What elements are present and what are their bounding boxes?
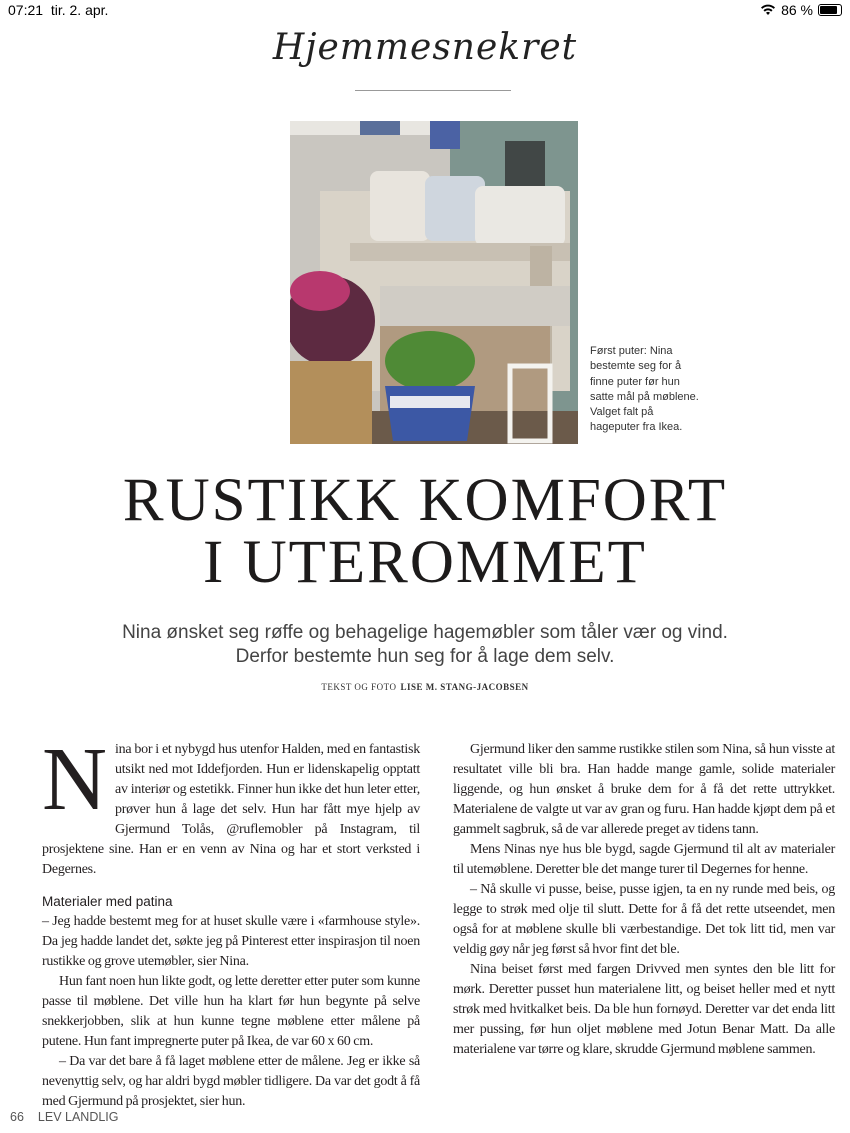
- photo-caption: Først puter: Nina bestemte seg for å finne puter før hun satte mål på møblene. Valget falt på hageputer fra Ikea.: [590, 345, 699, 434]
- body-paragraph: Gjermund liker den samme rustikke stilen som Nina, så hun visste at resultatet ville bli bra. Han hadde mange gamle, solide materialer liggende, og hun ønsket å bruke dem for å få det rette uttrykket. Materialene de valgte ut var av gran og furu. Han hadde kjøpt dem på et gammelt sagbruk, så de var allerede preget av tidens tann.: [453, 742, 835, 837]
- intro-paragraph: Nina bor i et nybygd hus utenfor Halden, med en fantastisk utsikt ned mot Iddefjorden. Hun er lidenskapelig opptatt av interiør og estetikk. Finner hun ikke det hun leter etter, prøver hun å lage det selv. Hun har fått mye hjelp av Gjermund Tolås, @ruflemobler på Instagram, til prosjektene sine. Han er en venn av Nina og har et stort verksted i Degernes.: [42, 730, 420, 877]
- battery-percent: 86 %: [781, 2, 813, 18]
- body-column-left: [42, 730, 420, 1112]
- body-column-right: [453, 740, 835, 1060]
- byline: TEKST OG FOTO LISE M. STANG-JACOBSEN: [321, 682, 529, 692]
- battery-icon: [818, 4, 842, 16]
- author-name: LISE M. STANG-JACOBSEN: [400, 682, 529, 692]
- magazine-name: LEV LANDLIG: [37, 1110, 119, 1124]
- page-number: 66: [10, 1110, 24, 1124]
- body-paragraph: Nina beiset først med fargen Drivved men syntes den ble litt for mørk. Deretter pusset hun materialene litt, og beiset heller med et nytt strøk med hvitkalket beis. Da ble hun fornøyd. Deretter var det enda litt mer pussing, før hun oljet møblene med Jotun Benar Matt. Da alle materialene var tørre og klare, skrudde Gjermund møblene sammen.: [453, 962, 835, 1057]
- body-paragraph: Hun fant noen hun likte godt, og lette deretter etter puter som kunne passe til møblene. Det ville hun ha klart før hun begynte på selve snekkerjobben, slik at hun kunne tegne møblene etter målene på putene. Hun fant impregnerte puter på Ikea, de var 60 x 60 cm.: [42, 974, 420, 1049]
- status-date: tir. 2. apr.: [50, 2, 109, 18]
- body-paragraph: Mens Ninas nye hus ble bygd, sagde Gjermund til alt av materialer til utemøblene. Deretter ble det mange turer til Degernes for henne.: [453, 842, 835, 877]
- wifi-icon: [760, 4, 776, 16]
- status-time: 07:21 tir. 2. apr.: [8, 2, 109, 18]
- article-title: RUSTIKK KOMFORT I UTEROMMET: [122, 467, 728, 596]
- status-bar: [0, 0, 850, 20]
- logo-divider: [355, 90, 511, 91]
- section-logo: Hjemmesnekret: [272, 27, 578, 68]
- article-photo: [290, 121, 578, 444]
- article-subtitle: Nina ønsket seg røffe og behagelige hagemøbler som tåler vær og vind. Derfor bestemte hun seg for å lage dem selv.: [122, 622, 728, 667]
- page-footer: [10, 1110, 119, 1125]
- body-paragraph: – Jeg hadde bestemt meg for at huset skulle være i «farmhouse style». Da jeg hadde landet det, søkte jeg på Pinterest etter inspirasjon til noen rustikke og grove utemøbler, sier Nina.: [42, 914, 420, 969]
- body-paragraph: – Da var det bare å få laget møblene etter de målene. Jeg er ikke så nevenyttig selv, og har aldri bygd møbler tidligere. Da var det godt å få med Gjermund på prosjektet, sier hun.: [42, 1054, 420, 1109]
- body-paragraph: – Nå skulle vi pusse, beise, pusse igjen, ta en ny runde med beis, og legge to strøk med olje til slutt. Dette for å få det rette utseendet, men også for at møblene skulle bli værbestandige. Det tok litt tid, men var veldig gøy når jeg først så hvor fint det ble.: [453, 882, 835, 957]
- drop-cap: N: [42, 730, 107, 829]
- subheading: Materialer med patina: [42, 894, 173, 909]
